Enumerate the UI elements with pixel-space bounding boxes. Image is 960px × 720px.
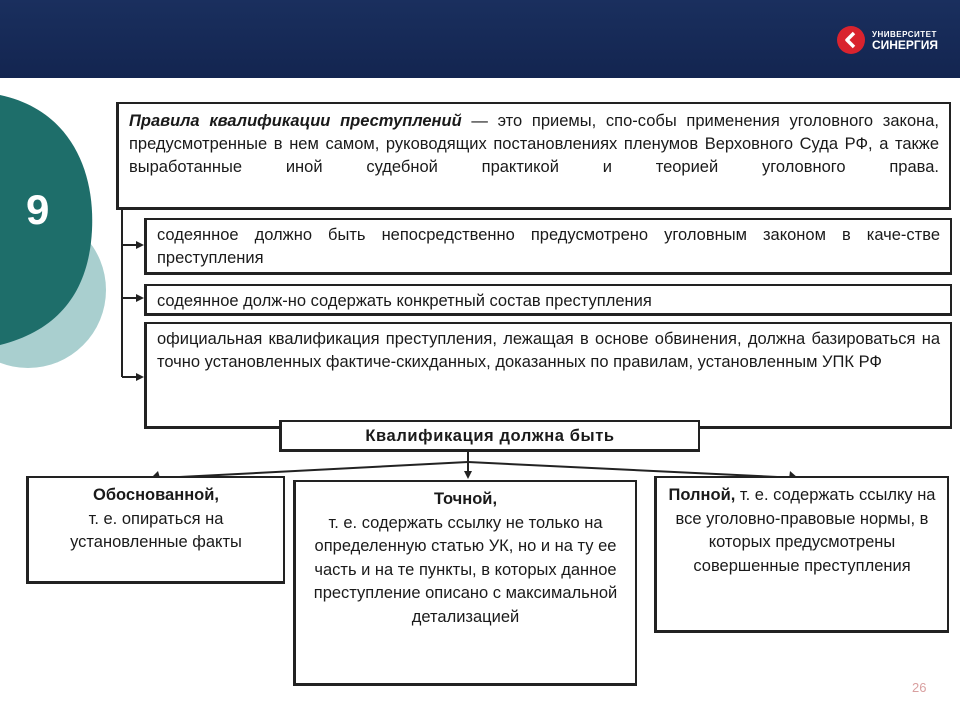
- requirement-head: Полной,: [668, 486, 736, 504]
- rule-box-3: официальная квалификация преступления, лежащая в основе обвинения, должна базироваться на точно установленных фактиче-скихданных, доказанных по правилам, установленным УПК РФ: [144, 322, 952, 429]
- definition-term: Правила квалификации преступлений: [129, 112, 462, 130]
- definition-text: — это приемы, спо-собы применения уголовного закона, предусмотренные в нем самом, руководящих постановлениях пленумов Верховного Суда РФ, а также выработанные иной судебной практикой и теорией уголовного права.: [129, 112, 939, 176]
- requirement-body: т. е. содержать ссылку на все уголовно-правовые нормы, в которых предусмотрены совершенные преступления: [675, 486, 936, 575]
- requirement-box-precise: [293, 480, 637, 686]
- rule-box-2: содеянное долж-но содержать конкретный состав преступления: [144, 284, 952, 316]
- requirement-box-grounded: [26, 476, 285, 584]
- requirement-box-complete: [654, 476, 949, 633]
- rule-box-1: содеянное должно быть непосредственно предусмотрено уголовным законом в каче-стве преступления: [144, 218, 952, 275]
- requirement-body: т. е. содержать ссылку не только на определенную статью УК, но и на ту ее часть и на те пункты, в которых данное преступление описано с максимальной детализацией: [313, 513, 618, 626]
- definition-box: [116, 102, 951, 210]
- requirement-head: Точной,: [433, 490, 498, 508]
- requirement-body: т. е. опираться на установленные факты: [70, 509, 242, 551]
- requirement-head: Обоснованной,: [93, 486, 219, 504]
- qualification-title: Квалификация должна быть: [279, 420, 700, 452]
- logo-line2: СИНЕРГИЯ: [871, 38, 938, 52]
- slide-number: 9: [26, 186, 50, 233]
- logo-line1: УНИВЕРСИТЕТ: [871, 30, 937, 39]
- page-number: 26: [912, 680, 927, 695]
